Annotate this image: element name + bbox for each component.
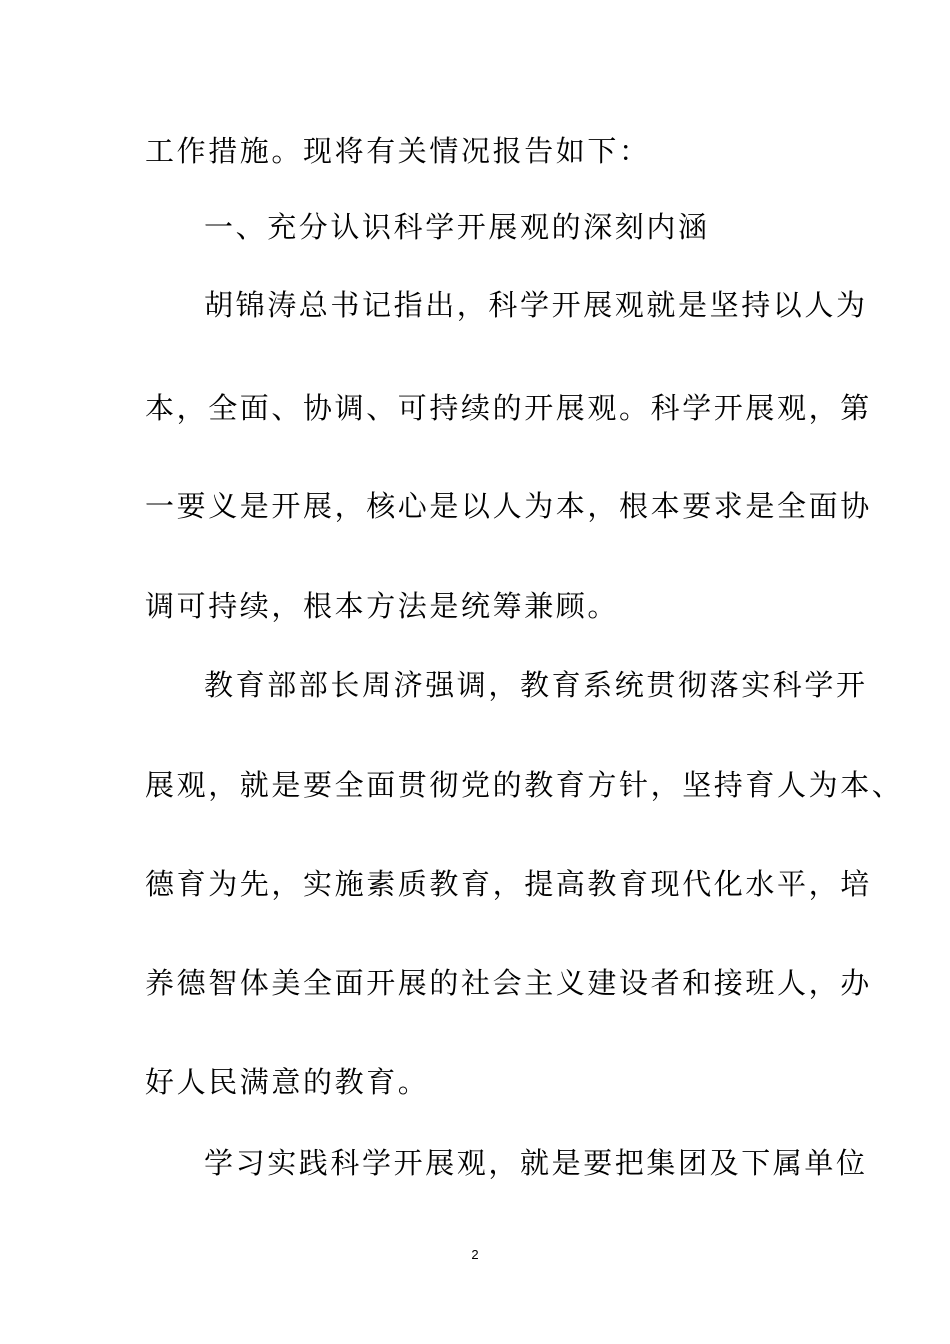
body-text-line: 德育为先，实施素质教育，提高教育现代化水平，培 [145, 867, 872, 901]
body-text-line: 养德智体美全面开展的社会主义建设者和接班人，办 [145, 966, 872, 1000]
body-text-line: 一要义是开展，核心是以人为本，根本要求是全面协 [145, 489, 872, 523]
body-text-line: 本，全面、协调、可持续的开展观。科学开展观，第 [145, 391, 872, 425]
body-text-line: 调可持续，根本方法是统筹兼顾。 [145, 589, 620, 623]
body-text-line: 工作措施。现将有关情况报告如下： [145, 134, 651, 168]
body-text-line: 好人民满意的教育。 [145, 1065, 430, 1099]
body-text-line: 学习实践科学开展观，就是要把集团及下属单位 [204, 1146, 868, 1180]
body-text-line: 展观，就是要全面贯彻党的教育方针，坚持育人为本、 [145, 768, 904, 802]
page-number: 2 [471, 1247, 479, 1262]
section-heading: 一、充分认识科学开展观的深刻内涵 [204, 210, 710, 244]
body-text-line: 教育部部长周济强调，教育系统贯彻落实科学开 [204, 668, 868, 702]
body-text-line: 胡锦涛总书记指出，科学开展观就是坚持以人为 [204, 288, 868, 322]
